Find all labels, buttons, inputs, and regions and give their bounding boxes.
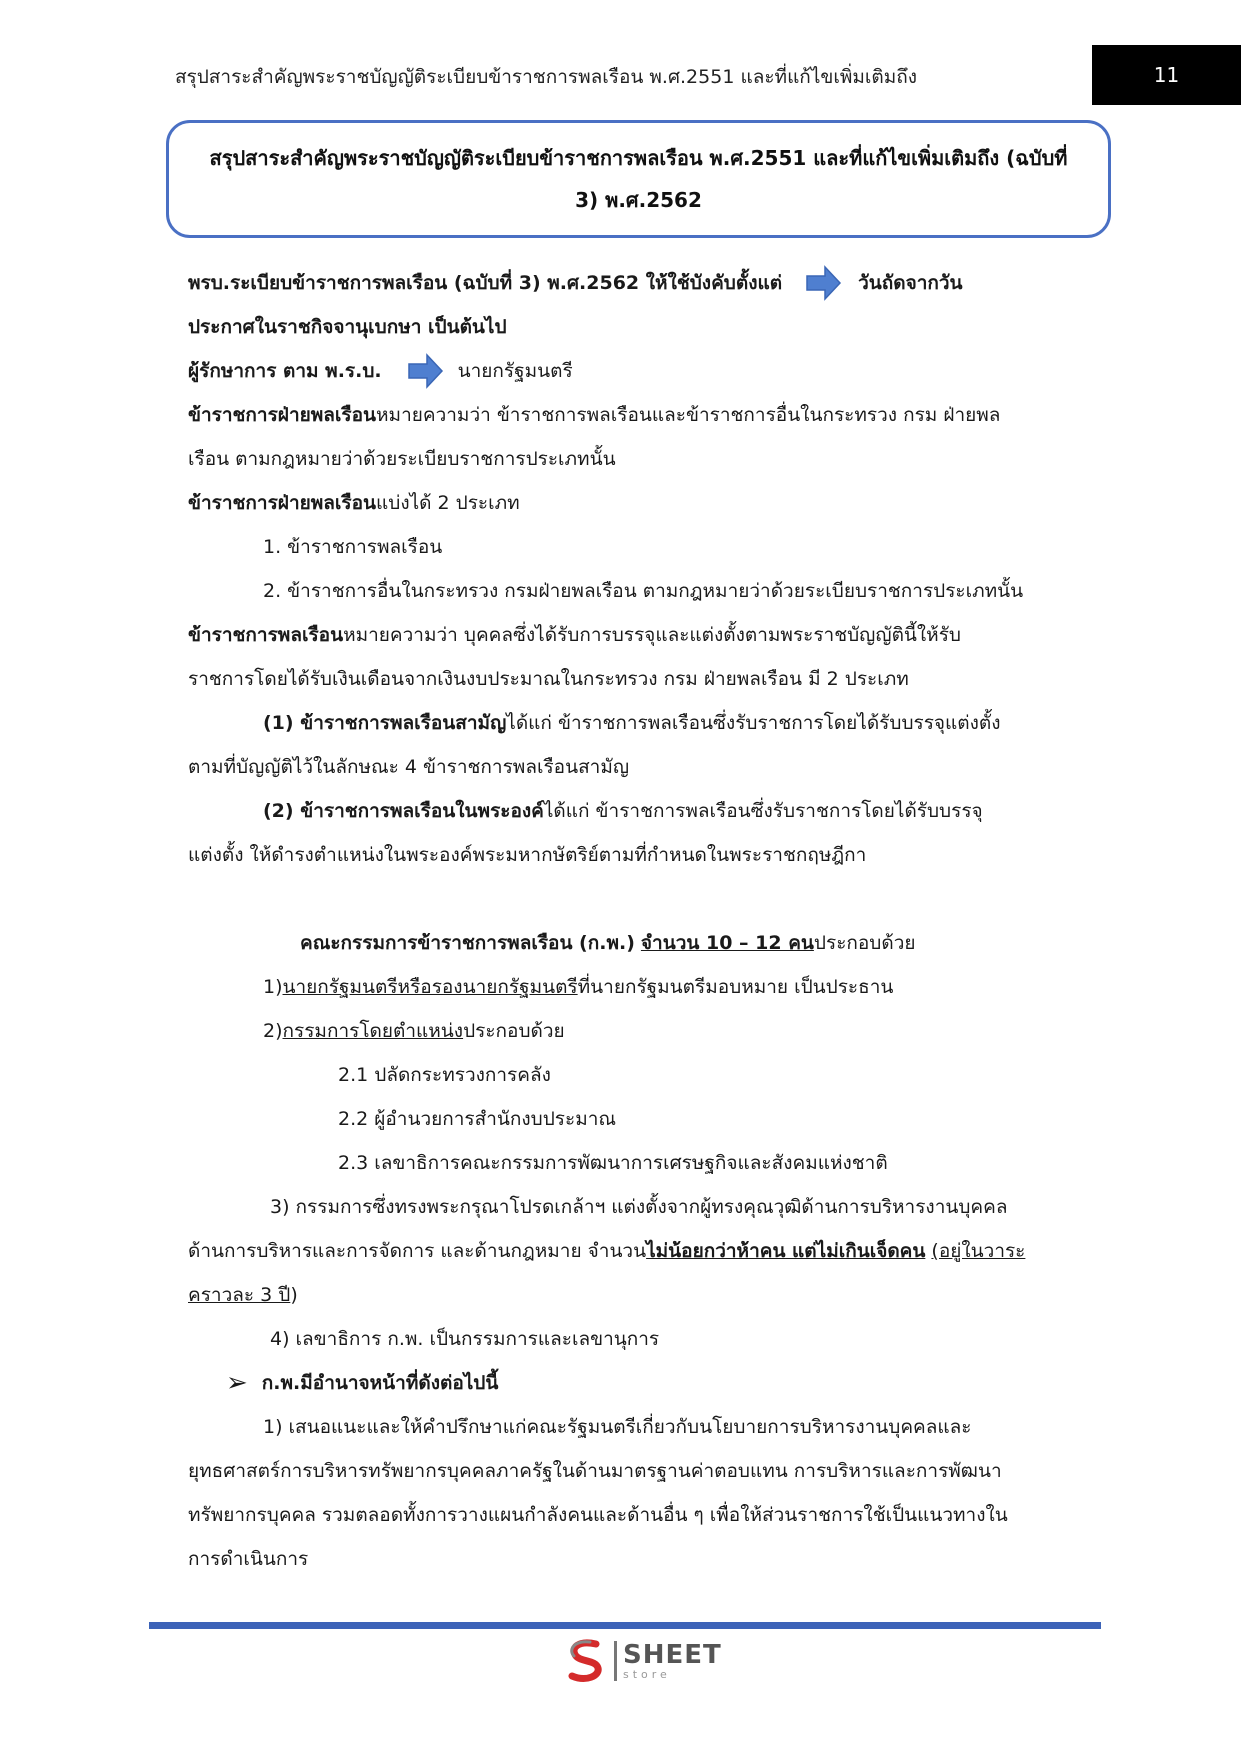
type-item-1: 1. ข้าราชการพลเรือน (263, 536, 443, 558)
effective-date-line: พรบ.ระเบียบข้าราชการพลเรือน (ฉบับที่ 3) พ.ศ.2562 ให้ใช้บังคับตั้งแต่ วันถัดจากวัน (188, 261, 1093, 305)
definition-civil-side-cont: เรือน ตามกฎหมายว่าด้วยระเบียบราชการประเภทนั้น (188, 448, 616, 470)
running-header: สรุปสาระสำคัญพระราชบัญญัติระเบียบข้าราชการพลเรือน พ.ศ.2551 และที่แก้ไขเพิ่มเติมถึง (174, 66, 918, 88)
definition-civil-side: ข้าราชการฝ่ายพลเรือน หมายความว่า ข้าราชการพลเรือนและข้าราชการอื่นในกระทรวง กรม ฝ่ายพล (188, 404, 1001, 426)
ocsc-member-2-2: 2.2 ผู้อำนวยการสำนักงบประมาณ (338, 1108, 617, 1130)
right-arrow-icon (806, 265, 842, 301)
type-item-2: 2. ข้าราชการอื่นในกระทรวง กรมฝ่ายพลเรือน ตามกฎหมายว่าด้วยระเบียบราชการประเภทนั้น (263, 580, 1024, 602)
civil-side-types: ข้าราชการฝ่ายพลเรือน แบ่งได้ 2 ประเภท (188, 492, 520, 514)
page-number: 11 (1092, 45, 1241, 105)
logo-sub-text: store (623, 1668, 671, 1681)
ocsc-duty-1-cont-3: การดำเนินการ (188, 1548, 309, 1570)
ocsc-duties-heading: ➢ ก.พ.มีอำนาจหน้าที่ดังต่อไปนี้ (188, 1361, 1093, 1405)
ordinary-civil-servant-cont: ตามที่บัญญัติไว้ในลักษณะ 4 ข้าราชการพลเรือนสามัญ (188, 756, 630, 778)
arrow-bullet-icon: ➢ (226, 1368, 248, 1398)
title-line-2: 3) พ.ศ.2562 (575, 188, 702, 212)
ocsc-member-3: 3) กรรมการซึ่งทรงพระกรุณาโปรดเกล้าฯ แต่งตั้งจากผู้ทรงคุณวุฒิด้านการบริหารงานบุคคล (270, 1196, 1008, 1218)
definition-civil-servant-cont: ราชการโดยได้รับเงินเดือนจากเงินงบประมาณในกระทรวง กรม ฝ่ายพลเรือน มี 2 ประเภท (188, 668, 909, 690)
ocsc-member-3-cont: ด้านการบริหารและการจัดการ และด้านกฎหมาย จำนวน ไม่น้อยกว่าห้าคน แต่ไม่เกินเจ็ดคน (อยู่ในวาระ (188, 1240, 1026, 1262)
caretaker-line: ผู้รักษาการ ตาม พ.ร.บ. นายกรัฐมนตรี (188, 349, 1093, 393)
logo-main-text: SHEET (623, 1640, 722, 1670)
ocsc-duty-1-cont-1: ยุทธศาสตร์การบริหารทรัพยากรบุคคลภาครัฐในด้านมาตรฐานค่าตอบแทน การบริหารและการพัฒนา (188, 1460, 1002, 1482)
royal-civil-servant: (2) ข้าราชการพลเรือนในพระองค์ ได้แก่ ข้าราชการพลเรือนซึ่งรับราชการโดยได้รับบรรจุ (263, 800, 983, 822)
ocsc-duty-1-cont-2: ทรัพยากรบุคคล รวมตลอดทั้งการวางแผนกำลังคนและด้านอื่น ๆ เพื่อให้ส่วนราชการใช้เป็นแนวทางใน (188, 1504, 1008, 1526)
ocsc-member-3-term: คราวละ 3 ปี ) (188, 1284, 298, 1306)
footer-rule (149, 1622, 1101, 1629)
ordinary-civil-servant: (1) ข้าราชการพลเรือนสามัญ ได้แก่ ข้าราชการพลเรือนซึ่งรับราชการโดยได้รับบรรจุแต่งตั้ง (263, 712, 1001, 734)
document-body (188, 261, 1093, 1581)
ocsc-member-2: 2) กรรมการโดยตำแหน่ง ประกอบด้วย (263, 1020, 565, 1042)
royal-civil-servant-cont: แต่งตั้ง ให้ดำรงตำแหน่งในพระองค์พระมหากษัตริย์ตามที่กำหนดในพระราชกฤษฎีกา (188, 844, 867, 866)
ocsc-heading: คณะกรรมการข้าราชการพลเรือน (ก.พ.) จำนวน 10 – 12 คน ประกอบด้วย (300, 932, 916, 954)
sheet-store-logo-icon (564, 1638, 608, 1684)
right-arrow-icon (408, 353, 444, 389)
title-line-1: สรุปสาระสำคัญพระราชบัญญัติระเบียบข้าราชการพลเรือน พ.ศ.2551 และที่แก้ไขเพิ่มเติมถึง (ฉบับที่ (209, 146, 1068, 170)
definition-civil-servant: ข้าราชการพลเรือน หมายความว่า บุคคลซึ่งได้รับการบรรจุและแต่งตั้งตามพระราชบัญญัตินี้ให้รับ (188, 624, 961, 646)
ocsc-duty-1: 1) เสนอแนะและให้คำปรึกษาแก่คณะรัฐมนตรีเกี่ยวกับนโยบายการบริหารงานบุคคลและ (263, 1416, 972, 1438)
ocsc-member-2-1: 2.1 ปลัดกระทรวงการคลัง (338, 1064, 551, 1086)
sheet-store-logo (564, 1636, 722, 1686)
ocsc-member-4: 4) เลขาธิการ ก.พ. เป็นกรรมการและเลขานุการ (270, 1328, 660, 1350)
ocsc-member-1: 1) นายกรัฐมนตรีหรือรองนายกรัฐมนตรี ที่นายกรัฐมนตรีมอบหมาย เป็นประธาน (263, 976, 894, 998)
effective-date-line-2: ประกาศในราชกิจจานุเบกษา เป็นต้นไป (188, 316, 507, 338)
title-box (166, 120, 1111, 238)
ocsc-member-2-3: 2.3 เลขาธิการคณะกรรมการพัฒนาการเศรษฐกิจและสังคมแห่งชาติ (338, 1152, 888, 1174)
